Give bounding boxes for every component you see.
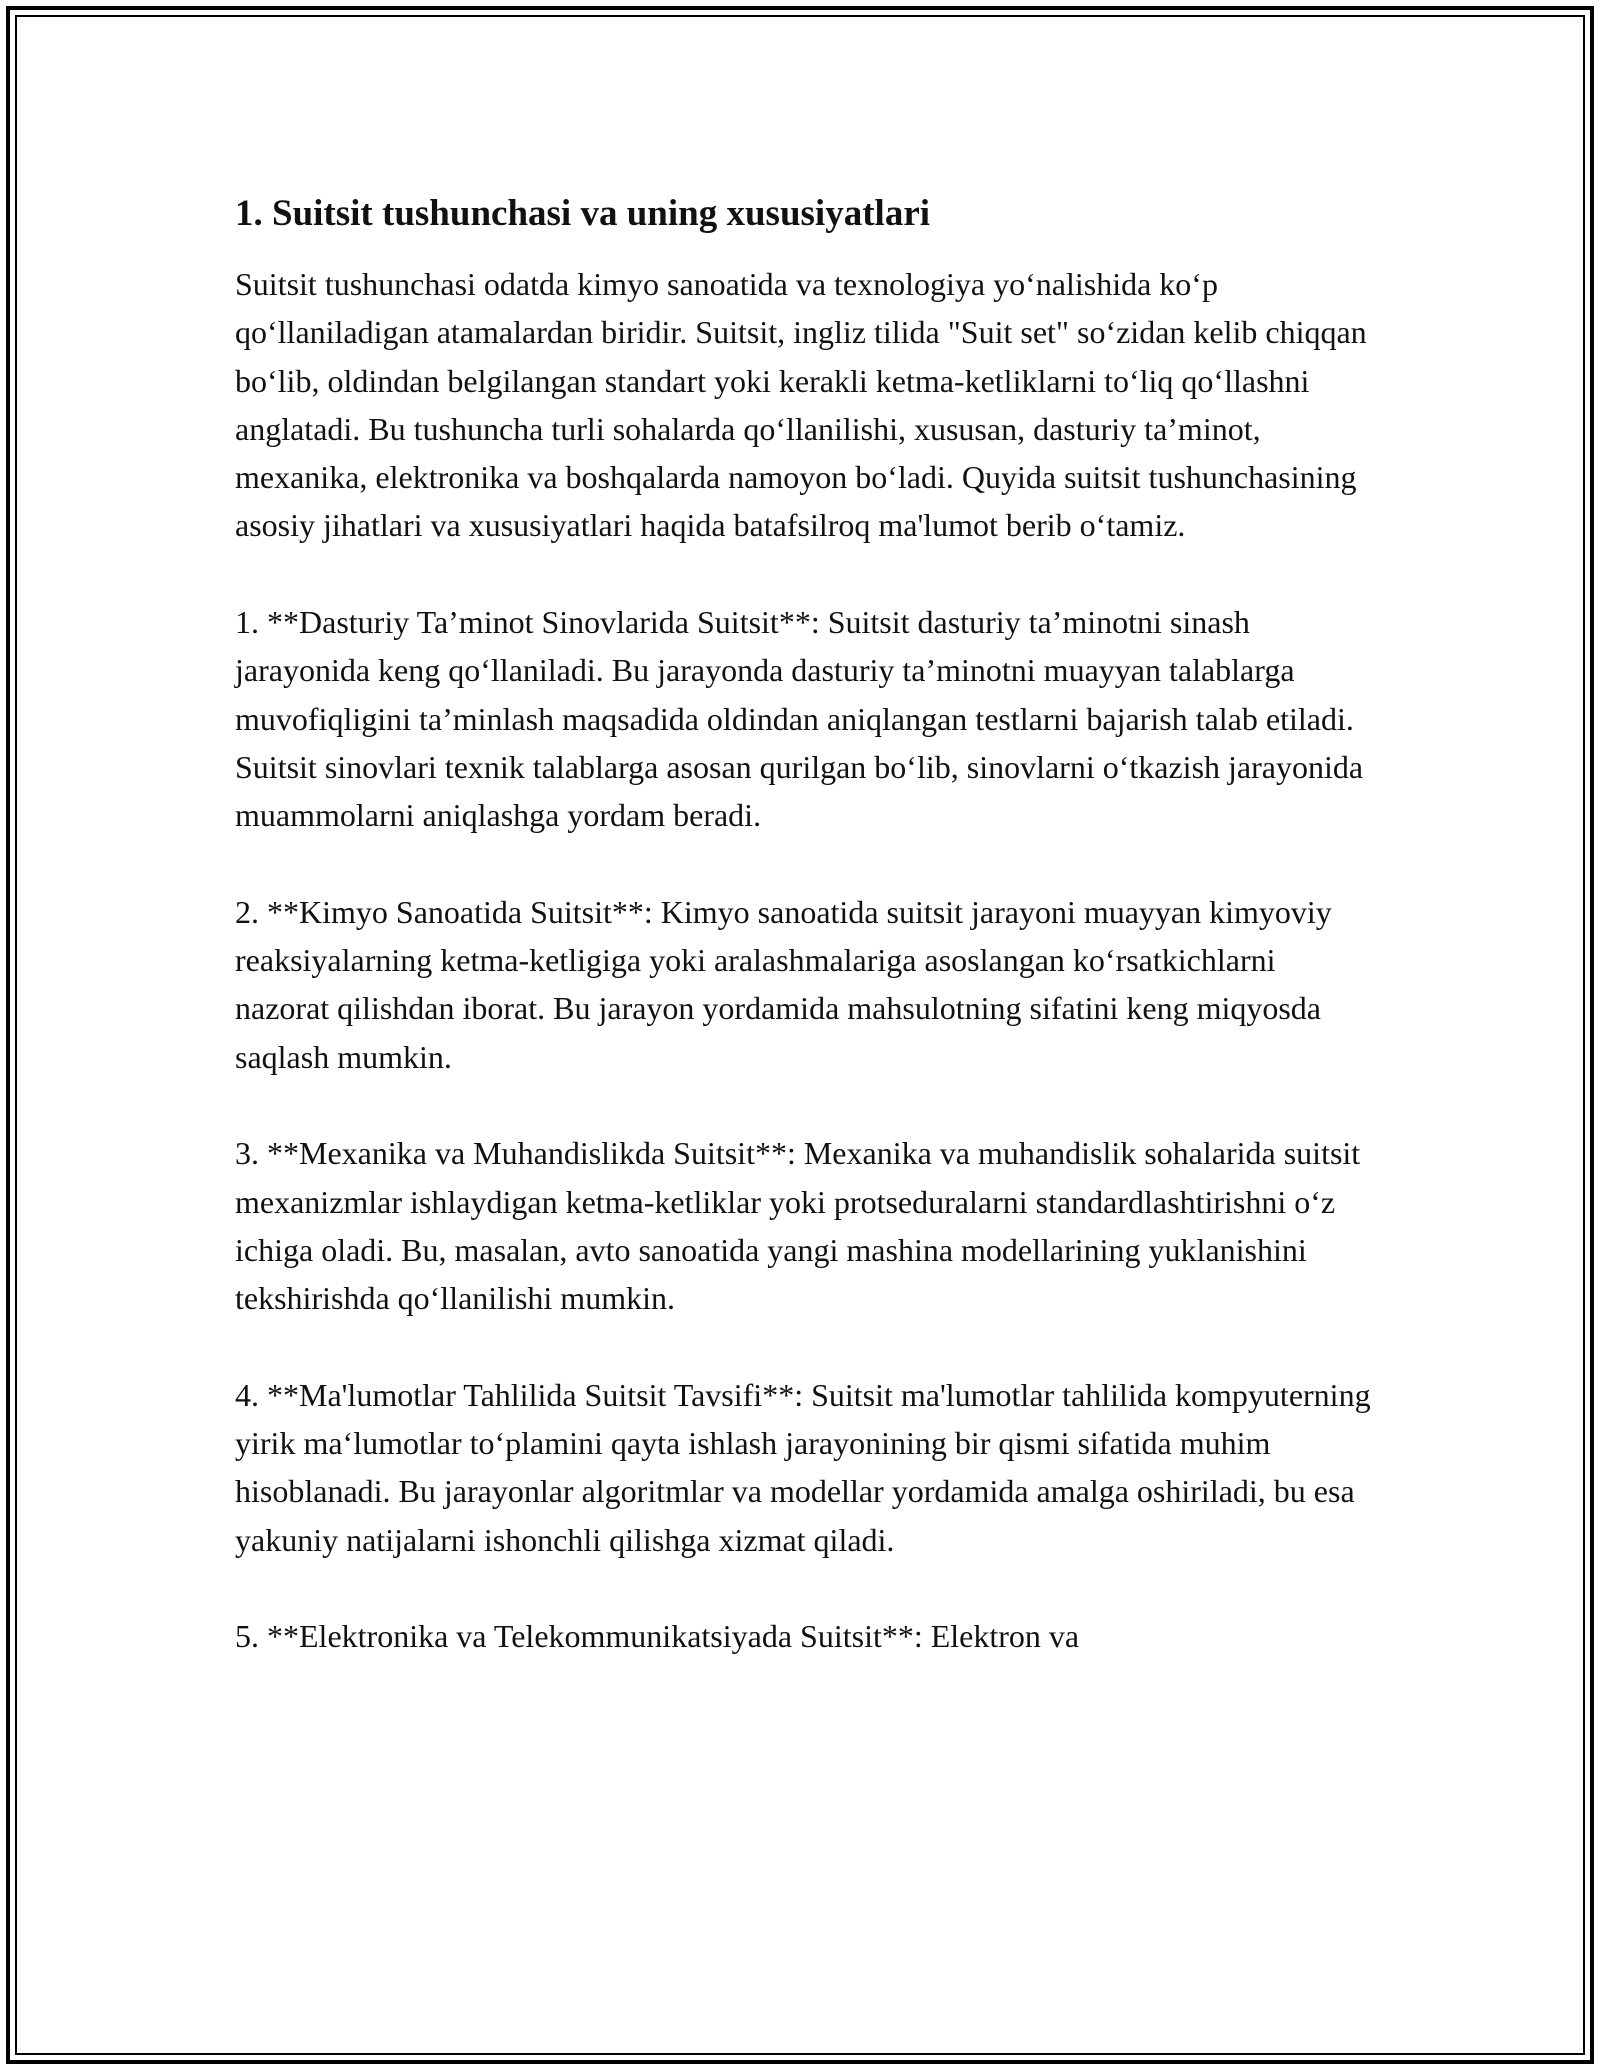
list-item-paragraph: 1. **Dasturiy Ta’minot Sinovlarida Suitsit**: Suitsit dasturiy ta’minotni sinash jarayonida keng qo‘llaniladi. Bu jarayonda dasturiy ta’minotni muayyan talablarga muvofiqligini ta’minlash maqsadida oldindan aniqlangan testlarni bajarish talab etiladi. Suitsit sinovlari texnik talablarga asosan qurilgan bo‘lib, sinovlarni o‘tkazish jarayonida muammolarni aniqlashga yordam beradi. xyxy=(235,604,1364,834)
list-item-paragraph: 3. **Mexanika va Muhandislikda Suitsit**: Mexanika va muhandislik sohalarida suitsit mexanizmlar ishlaydigan ketma-ketliklar yoki protseduralarni standardlashtirishni o‘z ichiga oladi. Bu, masalan, avto sanoatida yangi mashina modellarining yuklanishini tekshirishda qo‘llanilishi mumkin. xyxy=(235,1135,1361,1317)
list-item-paragraph: 2. **Kimyo Sanoatida Suitsit**: Kimyo sanoatida suitsit jarayoni muayyan kimyoviy reaksiyalarning ketma-ketligiga yoki aralashmalariga asoslangan ko‘rsatkichlarni nazorat qilishdan iborat. Bu jarayon yordamida mahsulotning sifatini keng miqyosda saqlash mumkin. xyxy=(235,893,1332,1075)
list-item-paragraph: 5. **Elektronika va Telekommunikatsiyada Suitsit**: Elektron va xyxy=(235,1618,1080,1655)
section-heading: 1. Suitsit tushunchasi va uning xususiyatlari xyxy=(235,193,931,234)
intro-paragraph: Suitsit tushunchasi odatda kimyo sanoatida va texnologiya yo‘nalishida ko‘p qo‘llaniladigan atamalardan biridir. Suitsit, ingliz tilida "Suit set" so‘zidan kelib chiqqan bo‘lib, oldindan belgilangan standart yoki kerakli ketma-ketliklarni to‘liq qo‘llashni anglatadi. Bu tushuncha turli sohalarda qo‘llanilishi, xususan, dasturiy ta’minot, mexanika, elektronika va boshqalarda namoyon bo‘ladi. Quyida suitsit tushunchasining asosiy jihatlari va xususiyatlari haqida batafsilroq ma'lumot berib o‘tamiz. xyxy=(235,266,1367,544)
list-item-paragraph: 4. **Ma'lumotlar Tahlilida Suitsit Tavsifi**: Suitsit ma'lumotlar tahlilida kompyuterning yirik ma‘lumotlar to‘plamini qayta ishlash jarayonining bir qismi sifatida muhim hisoblanadi. Bu jarayonlar algoritmlar va modellar yordamida amalga oshiriladi, bu esa yakuniy natijalarni ishonchli qilishga xizmat qiladi. xyxy=(235,1376,1371,1558)
document-body xyxy=(235,186,1375,1661)
